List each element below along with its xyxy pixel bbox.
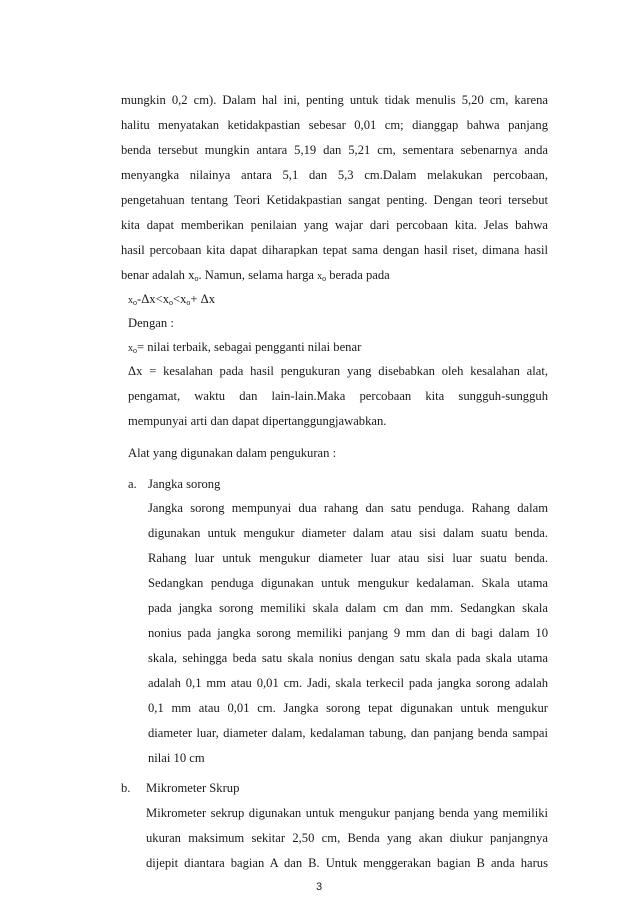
para1-line-8-x: x	[317, 271, 323, 282]
item-a-line-7: skala, sehingga beda satu skala nonius dengan satu skala pada skala utama	[148, 651, 548, 665]
dengan-label: Dengan :	[128, 316, 174, 330]
para1-line-8-end: berada pada	[326, 268, 390, 282]
item-a-line-6: nonius pada jangka sorong memiliki panjang 9 mm dan di bagi dalam 10	[148, 626, 548, 640]
item-b-line-2: ukuran maksimum sekitar 2,50 cm, Benda yang akan diukur panjangnya	[146, 831, 548, 845]
item-b-marker: b.	[121, 781, 131, 795]
def1-sub: o	[133, 346, 137, 355]
para1-line-5: pengetahuan tentang Teori Ketidakpastian sangat penting. Dengan teori tersebut	[121, 193, 548, 207]
item-a-line-4: Sedangkan penduga digunakan untuk mengukur kedalaman. Skala utama	[148, 576, 548, 590]
uncertainty-formula	[128, 292, 215, 308]
page-number: 3	[315, 881, 323, 893]
para1-line-3: benda tersebut mungkin antara 5,19 dan 5,21 cm, sementara sebenarnya anda	[121, 143, 548, 157]
item-b-line-1: Mikrometer sekrup digunakan untuk mengukur panjang benda yang memiliki	[146, 806, 548, 820]
formula-t3: + Δx	[190, 292, 216, 306]
item-a-marker: a.	[128, 477, 137, 491]
definition-dx-line-3: mempunyai arti dan dapat dipertanggungjawabkan.	[128, 414, 387, 428]
definition-dx-line-1: Δx = kesalahan pada hasil pengukuran yang disebabkan oleh kesalahan alat,	[128, 364, 548, 378]
formula-x1: x	[128, 295, 133, 306]
para1-line-8	[121, 268, 548, 284]
formula-t1: -Δx<x	[137, 292, 169, 306]
para1-line-8-text: benar adalah x	[121, 268, 195, 282]
item-a-line-11: nilai 10 cm	[148, 751, 205, 765]
definition-x0	[128, 340, 361, 356]
item-a-line-8: adalah 0,1 mm atau 0,01 cm. Jadi, skala terkecil pada jangka sorong adalah	[148, 676, 548, 690]
item-a-line-5: pada jangka sorong memiliki skala dalam cm dan mm. Sedangkan skala	[148, 601, 548, 615]
alat-heading: Alat yang digunakan dalam pengukuran :	[128, 446, 337, 460]
para1-line-6: kita dapat memberikan penilaian yang wajar dari percobaan kita. Jelas bahwa	[121, 218, 548, 232]
item-a-title: Jangka sorong	[148, 477, 221, 491]
para1-line-8-mid: . Namun, selama harga	[198, 268, 318, 282]
item-a-line-9: 0,1 mm atau 0,01 cm. Jangka sorong tepat digunakan untuk mengukur	[148, 701, 548, 715]
para1-line-1: mungkin 0,2 cm). Dalam hal ini, penting untuk tidak menulis 5,20 cm, karena	[121, 93, 548, 107]
item-a-line-3: Rahang luar untuk mengukur diameter luar atau sisi luar suatu benda.	[148, 551, 548, 565]
item-b-title: Mikrometer Skrup	[146, 781, 240, 795]
para1-line-8-sub2: o	[322, 274, 327, 283]
def1-text: = nilai terbaik, sebagai pengganti nilai benar	[137, 340, 362, 354]
para1-line-2: halitu menyatakan ketidakpastian sebesar 0,01 cm; dianggap bahwa panjang	[121, 118, 548, 132]
definition-dx-line-2: pengamat, waktu dan lain-lain.Maka percobaan kita sungguh-sungguh	[128, 389, 548, 403]
item-b-line-3: dijepit diantara bagian A dan B. Untuk menggerakan bagian B anda harus	[146, 856, 548, 870]
item-a-line-1: Jangka sorong mempunyai dua rahang dan satu penduga. Rahang dalam	[148, 501, 548, 515]
formula-t2: <x	[173, 292, 187, 306]
item-a-line-10: diameter luar, diameter dalam, kedalaman tabung, dan panjang benda sampai	[148, 726, 548, 740]
formula-s3: o	[186, 298, 191, 307]
item-a-line-2: digunakan untuk mengukur diameter dalam atau sisi dalam suatu benda.	[148, 526, 548, 540]
formula-s2: o	[169, 298, 173, 307]
para1-line-7: hasil percobaan kita dapat diharapkan tepat sama dengan hasil riset, dimana hasil	[121, 243, 548, 257]
formula-s1: o	[133, 298, 137, 307]
def1-x: x	[128, 343, 133, 354]
para1-line-4: menyangka nilainya antara 5,1 dan 5,3 cm.Dalam melakukan percobaan,	[121, 168, 548, 182]
para1-line-8-sub: o	[194, 274, 199, 283]
